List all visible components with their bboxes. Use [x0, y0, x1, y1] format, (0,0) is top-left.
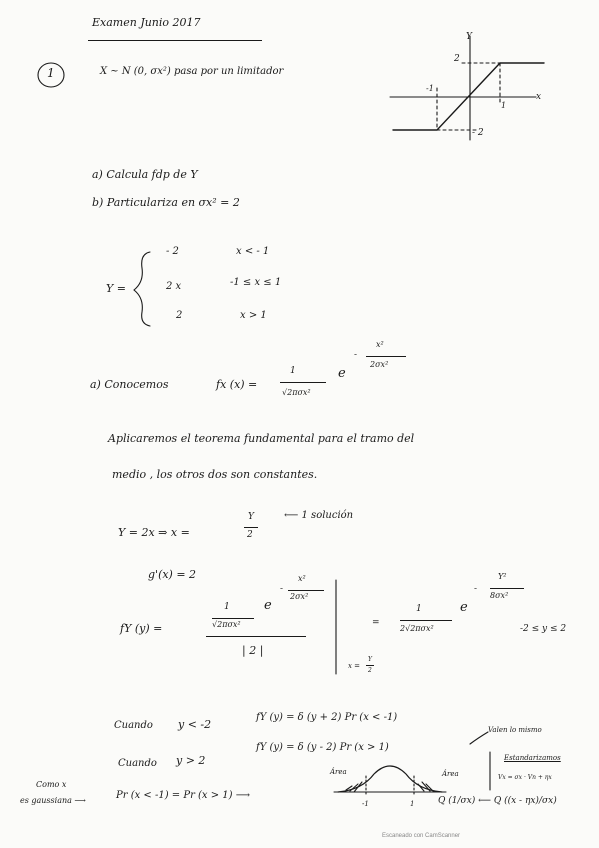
side-note-line-1: Como x — [36, 780, 67, 789]
result-range: -2 ≤ y ≤ 2 — [520, 624, 567, 634]
piecewise-value-2: 2 x — [166, 281, 182, 292]
step-frac-num: Y — [248, 512, 254, 522]
graph-y-bottom-label: - 2 — [472, 128, 484, 138]
task-a: a) Calcula fdp de Y — [92, 168, 198, 181]
problem-statement: X ~ N (0, σx²) pasa por un limitador — [100, 66, 284, 77]
known-exp-den: 2σx² — [370, 360, 389, 369]
step-note: ⟵ 1 solución — [284, 510, 354, 521]
known-label: a) Conocemos — [90, 378, 169, 391]
piecewise-cond-1: x < - 1 — [236, 246, 270, 257]
known-frac-num: 1 — [290, 366, 296, 376]
side-note-line-2: es gaussiana ⟶ — [20, 796, 86, 805]
case1-cond: y < -2 — [178, 718, 212, 731]
sketch-tick-left: -1 — [362, 800, 369, 808]
note-same-value: Valen lo mismo — [488, 726, 542, 734]
pdf-exp-e: e — [264, 598, 272, 613]
result-frac-den: 2√2πσx² — [400, 624, 434, 633]
note-arrow — [470, 732, 488, 744]
problem-number-circle — [38, 63, 64, 87]
eval-at-den: 2 — [368, 667, 372, 674]
standardize-title: Estandarizamos — [504, 754, 561, 762]
step-equation: Y = 2x ⇒ x = — [118, 526, 190, 539]
derivative: g'(x) = 2 — [148, 568, 197, 581]
piecewise-lhs: Y = — [106, 282, 126, 295]
text-line-2: medio , los otros dos son constantes. — [112, 468, 318, 481]
result-exp-minus: - — [474, 584, 478, 594]
result-exp-den: 8σx² — [490, 591, 509, 600]
known-lhs: fx (x) = — [216, 378, 258, 391]
pdf-frac-den: √2πσx² — [212, 620, 241, 629]
scanner-footer: Escaneado con CamScanner — [382, 833, 461, 839]
probability-equality: Pr (x < -1) = Pr (x > 1) ⟶ — [116, 790, 251, 801]
known-exp-e: e — [338, 366, 346, 381]
graph-x-left-label: -1 — [426, 84, 434, 93]
case2-expr: fY (y) = δ (y - 2) Pr (x > 1) — [256, 742, 389, 753]
sketch-area-left: Área — [330, 768, 347, 776]
eval-at-x: x = — [348, 662, 361, 670]
graph-y-top-label: 2 — [454, 54, 460, 64]
pdf-exp-minus: - — [280, 584, 284, 594]
graph-x-axis-label: x — [536, 92, 542, 102]
result-equals: = — [372, 618, 380, 628]
piecewise-brace — [134, 252, 150, 326]
graph-y-axis-label: Y — [466, 32, 472, 42]
exam-title: Examen Junio 2017 — [92, 16, 201, 29]
task-b: b) Particulariza en σx² = 2 — [92, 196, 240, 209]
text-line-1: Aplicaremos el teorema fundamental para el tramo del — [108, 432, 415, 445]
case2-cond: y > 2 — [176, 754, 206, 767]
q-function-expr: Q (1/σx) ⟵ Q ((x - ηx)/σx) — [438, 796, 557, 806]
piecewise-value-1: - 2 — [166, 246, 179, 257]
known-frac-den: √2πσx² — [282, 388, 311, 397]
piecewise-cond-3: x > 1 — [240, 310, 267, 321]
result-frac-num: 1 — [416, 604, 422, 614]
known-exp-minus: - — [354, 350, 358, 360]
result-exp-num: Y² — [498, 572, 507, 581]
pdf-frac-num: 1 — [224, 602, 230, 612]
case1-label: Cuando — [114, 720, 153, 731]
standardize-expr: Vx = σx · Vn + ηx — [498, 774, 552, 781]
piecewise-cond-2: -1 ≤ x ≤ 1 — [230, 277, 282, 288]
pdf-lhs: fY (y) = — [120, 622, 163, 635]
case2-label: Cuando — [118, 758, 157, 769]
case1-expr: fY (y) = δ (y + 2) Pr (x < -1) — [256, 712, 398, 723]
sketch-tick-right: 1 — [410, 800, 415, 808]
graph-x-right-label: 1 — [501, 101, 507, 110]
pdf-denominator: | 2 | — [242, 644, 264, 657]
known-exp-num: x² — [376, 340, 384, 349]
pdf-exp-den: 2σx² — [290, 592, 309, 601]
sketch-area-right: Área — [442, 770, 459, 778]
step-frac-den: 2 — [247, 530, 253, 540]
result-exp-e: e — [460, 600, 468, 615]
eval-at-num: Y — [368, 656, 372, 663]
pdf-exp-num: x² — [298, 574, 306, 583]
piecewise-value-3: 2 — [176, 310, 183, 321]
problem-number: 1 — [47, 66, 55, 80]
